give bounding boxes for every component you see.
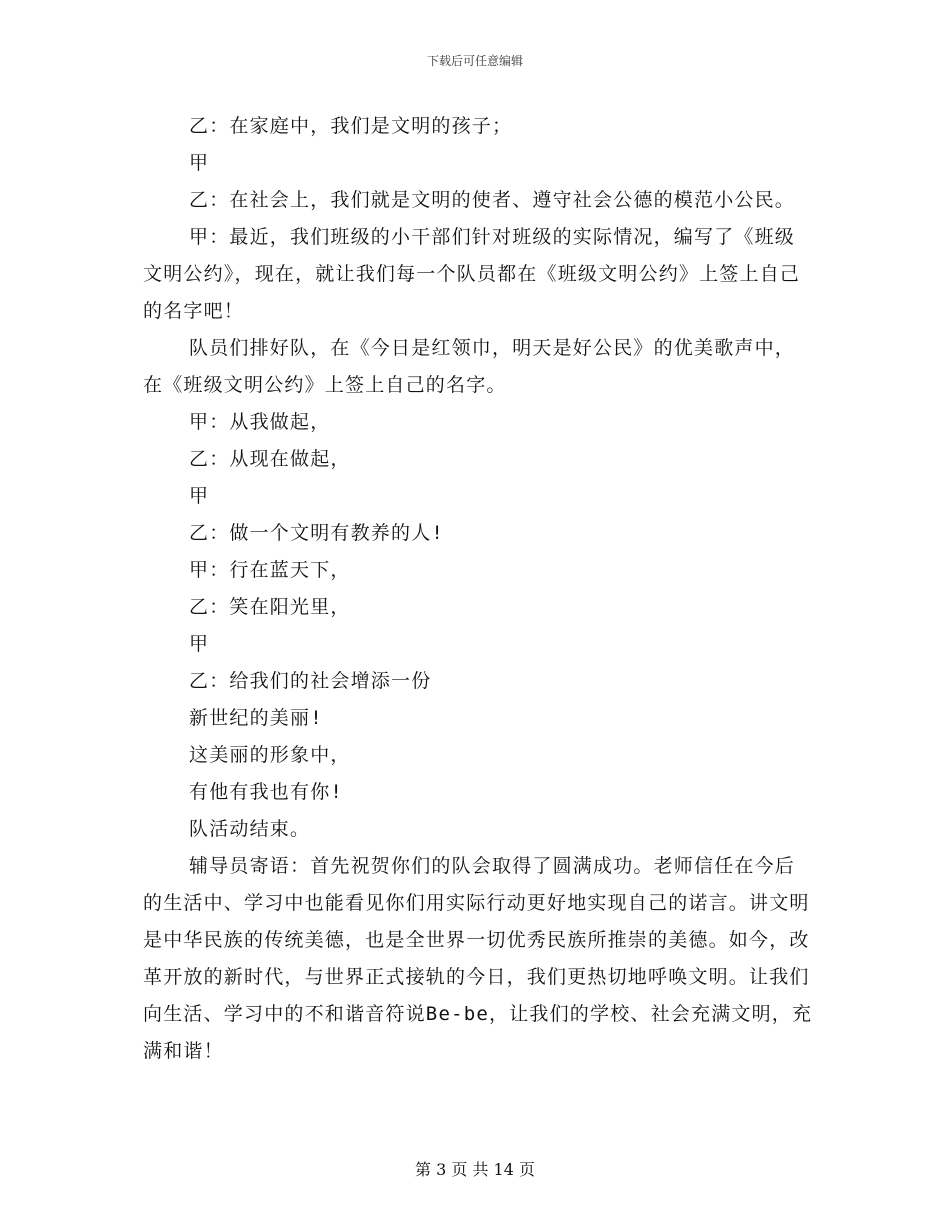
paragraph: 甲 <box>189 152 210 174</box>
paragraph: 甲：最近，我们班级的小干部们针对班级的实际情况，编写了《班级文明公约》，现在，就让我们每一个队员都在《班级文明公约》上签上自己的名字吧！ <box>143 226 801 322</box>
paragraph: 乙：在家庭中，我们是文明的孩子； <box>189 115 513 137</box>
paragraph: 辅导员寄语：首先祝贺你们的队会取得了圆满成功。老师信任在今后的生活中、学习中也能看见你们用实际行动更好地实现自己的诺言。讲文明是中华民族的传统美德，也是全世界一切优秀民族所推崇的美德。如今，改革开放的新时代，与世界正式接轨的今日，我们更热切地呼唤文明。让我们向生活、学习中的不和谐音符说Be-be，让我们的学校、社会充满文明，充满和谐！ <box>143 855 813 1062</box>
document-body <box>143 108 813 1070</box>
paragraph: 乙：笑在阳光里， <box>189 596 351 618</box>
paragraph: 甲：从我做起， <box>189 411 331 433</box>
paragraph: 新世纪的美丽! <box>189 707 323 729</box>
paragraph: 队活动结束。 <box>189 818 311 840</box>
paragraph: 乙：在社会上，我们就是文明的使者、遵守社会公德的模范小公民。 <box>189 189 796 211</box>
paragraph: 乙：做一个文明有教养的人! <box>189 522 445 544</box>
paragraph: 甲：行在蓝天下， <box>189 559 351 581</box>
paragraph: 队员们排好队，在《今日是红领巾，明天是好公民》的优美歌声中，在《班级文明公约》上签上自己的名字。 <box>143 337 796 396</box>
paragraph: 这美丽的形象中， <box>189 744 351 766</box>
page-footer: 第 3 页 共 14 页 <box>415 1160 535 1179</box>
paragraph: 有他有我也有你! <box>189 781 344 803</box>
paragraph: 乙：给我们的社会增添一份 <box>189 670 432 692</box>
paragraph: 乙：从现在做起， <box>189 448 351 470</box>
paragraph: 甲 <box>189 633 210 655</box>
page-header: 下载后可任意编辑 <box>426 54 523 68</box>
paragraph: 甲 <box>189 485 210 507</box>
